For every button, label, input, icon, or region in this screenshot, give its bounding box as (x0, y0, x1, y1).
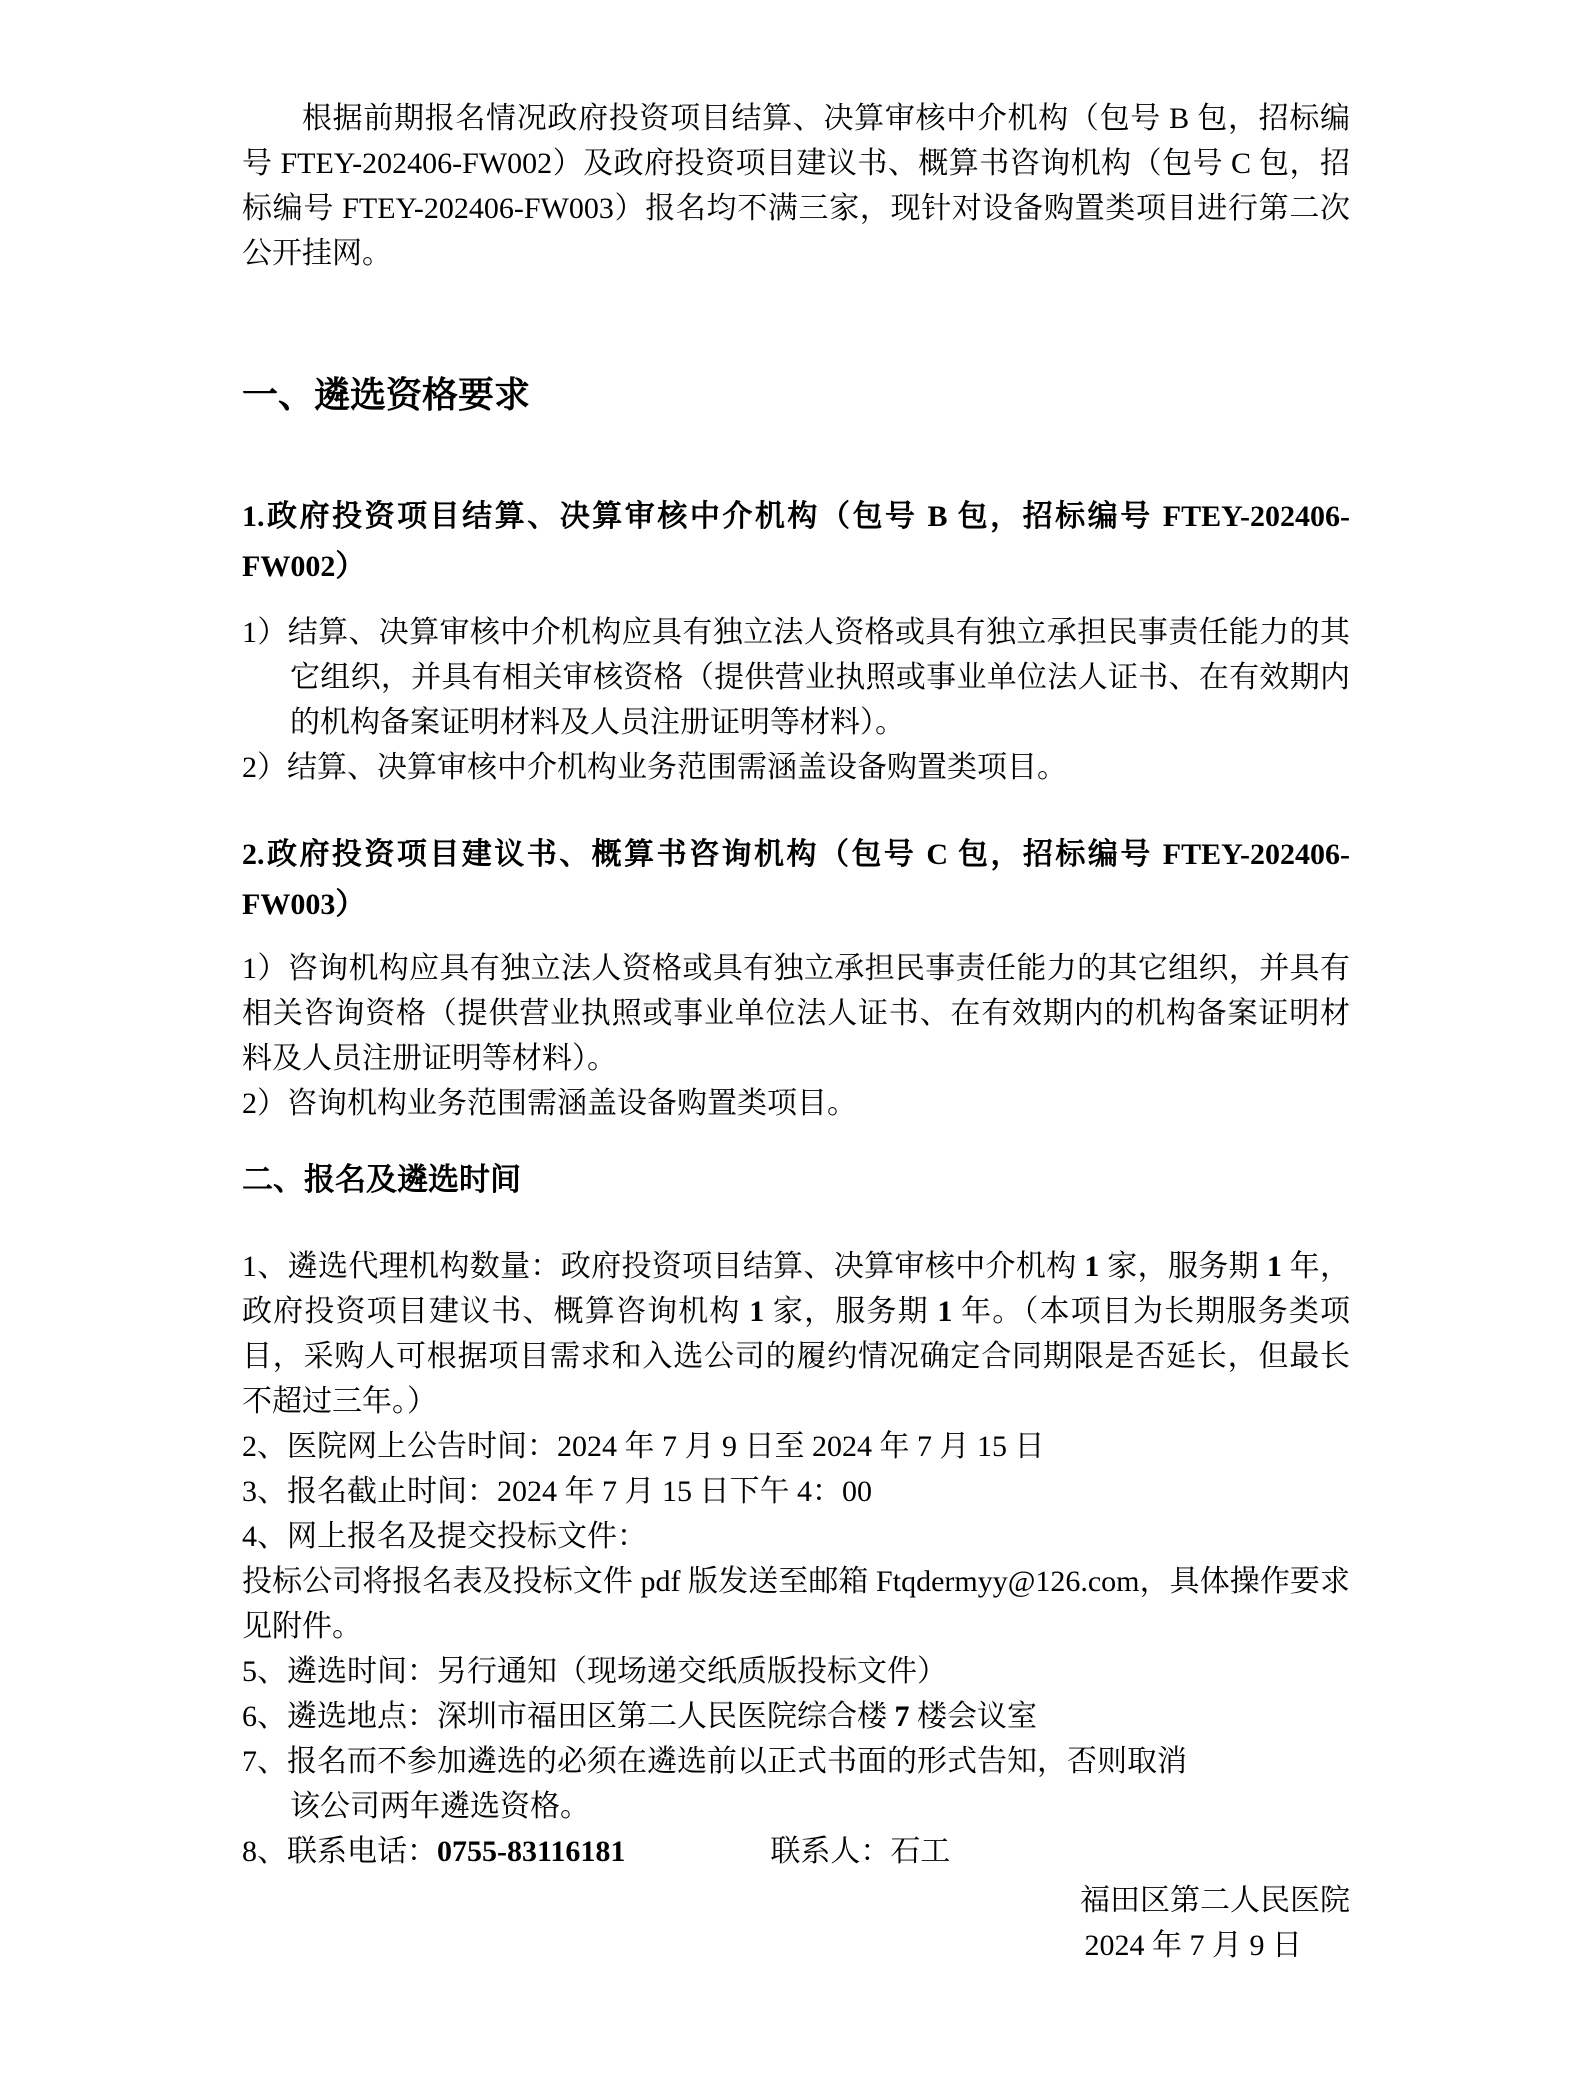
section-2-title: 二、报名及遴选时间 (242, 1162, 521, 1197)
list-item-3: 3、报名截止时间：2024 年 7 月 15 日下午 4：00 (242, 1475, 872, 1508)
contact-person: 联系人：石工 (770, 1835, 951, 1868)
text-segment: 1 (749, 1295, 765, 1328)
text-segment: 7 (894, 1700, 910, 1733)
document-footer (242, 1878, 1350, 1968)
text-segment: 家，服务期 (764, 1295, 938, 1328)
contact-phone-label: 8、联系电话： (242, 1835, 437, 1868)
list-item-5: 5、遴选时间：另行通知（现场递交纸质版投标文件） (242, 1655, 947, 1688)
subsection-1-items (242, 610, 1350, 790)
text-segment: 楼会议室 (909, 1700, 1037, 1733)
text-segment: 1 (1084, 1250, 1100, 1283)
footer-org: 福田区第二人民医院 (1080, 1884, 1350, 1917)
text-segment: 1 (937, 1295, 953, 1328)
text-segment: 年。（本项目为长期服务类项目，采购人可根据项目需求和入选公司的履约情况确定合同期限是否延长，但最长不超过三年。） (242, 1295, 1351, 1418)
list-item-1 (242, 1244, 1350, 1424)
list-item-2: 2、医院网上公告时间：2024 年 7 月 9 日至 2024 年 7 月 15 日 (242, 1430, 1045, 1463)
footer-date: 2024 年 7 月 9 日 (1084, 1929, 1302, 1962)
text-segment: 1 (1266, 1250, 1282, 1283)
text-segment: 年，政府投资项目建议书、概算咨询机构 (242, 1250, 1351, 1328)
text-segment: 1、遴选代理机构数量：政府投资项目结算、决算审核中介机构 (242, 1250, 1085, 1283)
section-2-list (242, 1244, 1350, 1874)
section-1-title: 一、遴选资格要求 (242, 375, 531, 415)
intro-paragraph: 根据前期报名情况政府投资项目结算、决算审核中介机构（包号 B 包，招标编号 FTEY-202406-FW002）及政府投资项目建议书、概算书咨询机构（包号 C 包，招标编号 FTEY-202406-FW003）报名均不满三家，现针对设备购置类项目进行第二次公开挂网。 (242, 102, 1350, 270)
subsection-1-item: 2）结算、决算审核中介机构业务范围需涵盖设备购置类项目。 (242, 751, 1067, 784)
text-segment: 家，服务期 (1099, 1250, 1267, 1283)
subsection-2-item: 2）咨询机构业务范围需涵盖设备购置类项目。 (242, 1087, 857, 1120)
item-7-continuation: 该公司两年遴选资格。 (290, 1790, 590, 1823)
subsection-1-item: 1）结算、决算审核中介机构应具有独立法人资格或具有独立承担民事责任能力的其它组织，并具有相关审核资格（提供营业执照或事业单位法人证书、在有效期内的机构备案证明材料及人员注册证明等材料）。 (242, 616, 1350, 739)
item-4-note: 投标公司将报名表及投标文件 pdf 版发送至邮箱 Ftqdermyy@126.com，具体操作要求见附件。 (242, 1565, 1350, 1643)
list-item-7: 7、报名而不参加遴选的必须在遴选前以正式书面的形式告知，否则取消 (242, 1745, 1187, 1778)
subsection-1-heading: 1.政府投资项目结算、决算审核中介机构（包号 B 包，招标编号 FTEY-202406-FW002） (242, 500, 1350, 583)
list-item-4: 4、网上报名及提交投标文件： (242, 1520, 647, 1553)
list-item-6 (242, 1694, 1350, 1739)
text-segment: 6、遴选地点：深圳市福田区第二人民医院综合楼 (242, 1700, 895, 1733)
list-item-8 (242, 1829, 1350, 1874)
subsection-2-heading: 2.政府投资项目建议书、概算书咨询机构（包号 C 包，招标编号 FTEY-202406-FW003） (242, 838, 1350, 921)
subsection-2-item: 1）咨询机构应具有独立法人资格或具有独立承担民事责任能力的其它组织，并具有相关咨询资格（提供营业执照或事业单位法人证书、在有效期内的机构备案证明材料及人员注册证明等材料）。 (242, 952, 1350, 1075)
contact-phone-number: 0755-83116181 (437, 1835, 626, 1868)
subsection-2-items (242, 946, 1350, 1126)
